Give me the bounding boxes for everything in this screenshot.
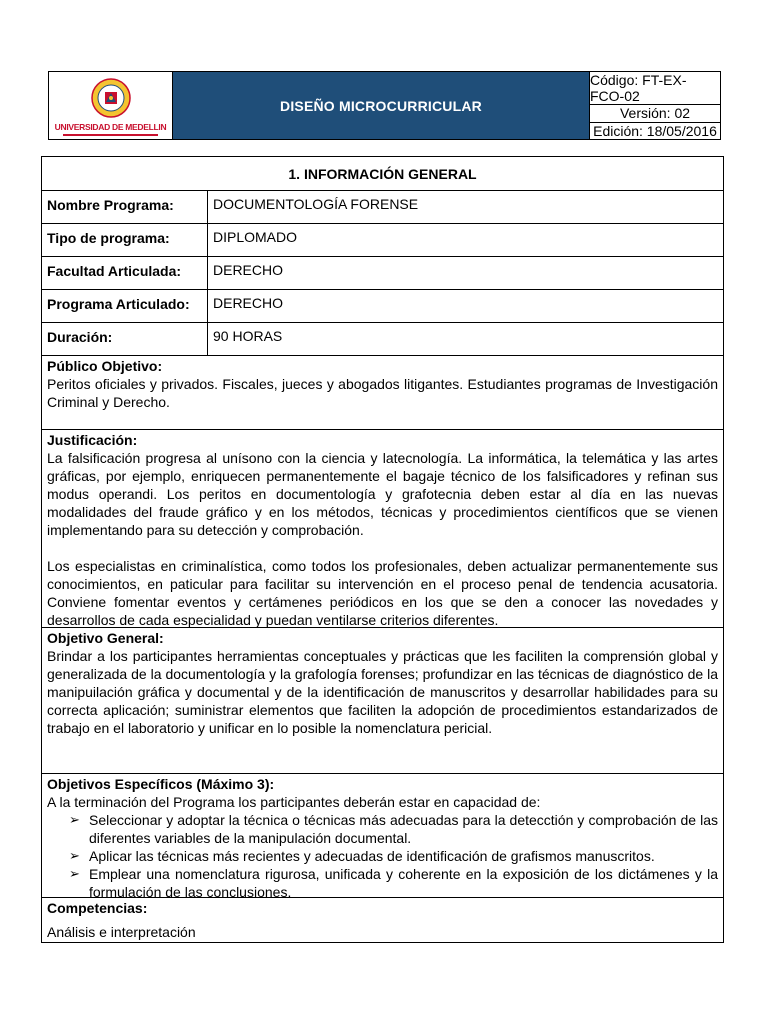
list-item bbox=[69, 847, 718, 865]
arrow-bullet-icon: ➢ bbox=[69, 848, 80, 863]
arrow-bullet-icon: ➢ bbox=[69, 812, 80, 827]
section-text: Análisis e interpretación bbox=[47, 924, 196, 940]
section-intro: A la terminación del Programa los participantes deberán estar en capacidad de: bbox=[47, 794, 541, 810]
section-label: Objetivos Específicos (Máximo 3): bbox=[47, 776, 275, 792]
field-row-tipo-programa bbox=[42, 224, 723, 257]
objectives-list bbox=[47, 811, 718, 901]
field-value: DIPLOMADO bbox=[213, 229, 298, 245]
university-logo bbox=[49, 72, 173, 139]
university-name: UNIVERSIDAD DE MEDELLIN bbox=[54, 122, 167, 132]
document-version: Versión: 02 bbox=[590, 104, 720, 122]
logo-underline bbox=[63, 134, 158, 136]
field-row-duracion bbox=[42, 323, 723, 356]
objetivos-especificos-section bbox=[42, 774, 723, 898]
document-edition: Edición: 18/05/2016 bbox=[590, 122, 720, 140]
section-label: Público Objetivo: bbox=[47, 358, 163, 374]
field-value: DOCUMENTOLOGÍA FORENSE bbox=[213, 196, 419, 212]
field-row-nombre-programa bbox=[42, 191, 723, 224]
field-label: Tipo de programa: bbox=[42, 224, 208, 256]
competencias-section bbox=[42, 898, 723, 942]
section-title: 1. INFORMACIÓN GENERAL bbox=[42, 157, 723, 191]
field-label: Programa Articulado: bbox=[42, 290, 208, 322]
section-label: Competencias: bbox=[47, 900, 148, 916]
justificacion-section bbox=[42, 430, 723, 628]
list-item bbox=[69, 865, 718, 901]
arrow-bullet-icon: ➢ bbox=[69, 866, 80, 881]
field-value: DERECHO bbox=[213, 262, 284, 278]
list-item bbox=[69, 811, 718, 847]
section-label: Justificación: bbox=[47, 432, 138, 448]
list-item-text: Emplear una nomenclatura rigurosa, unificada y coherente en la exposición de los dictámenes y la formulación de las conclusiones. bbox=[89, 866, 718, 900]
document-meta bbox=[590, 72, 720, 139]
list-item-text: Seleccionar y adoptar la técnica o técnicas más adecuadas para la detecctión y comprobación de las diferentes variables de la manipulación documental. bbox=[89, 812, 718, 846]
field-label: Facultad Articulada: bbox=[42, 257, 208, 289]
document-code: Código: FT-EX-FCO-02 bbox=[590, 72, 687, 104]
field-value: DERECHO bbox=[213, 295, 284, 311]
field-label: Duración: bbox=[42, 323, 208, 355]
section-text: Brindar a los participantes herramientas conceptuales y prácticas que les faciliten la comprensión global y generalizada de la documentología y la grafología forenses; profundizar en las técnicas de diagnóstico de la manipuilación gráfica y documental y de la identificación de manuscritos y desarrollar habilidades para su correcta aplicación; suministrar elementos que faciliten la adopción de procedimientos estandarizados de trabajo en el laboratorio y unificar en lo posible la nomenclatura pericial. bbox=[47, 648, 718, 736]
field-row-programa-articulado bbox=[42, 290, 723, 323]
objetivo-general-section bbox=[42, 628, 723, 774]
section-label: Objetivo General: bbox=[47, 630, 164, 646]
section-text: Peritos oficiales y privados. Fiscales, jueces y abogados litigantes. Estudiantes programas de Investigación Criminal y Derecho. bbox=[47, 376, 718, 410]
document-title: DISEÑO MICROCURRICULAR bbox=[173, 72, 590, 139]
general-information-table bbox=[41, 156, 724, 943]
section-paragraph: La falsificación progresa al unísono con la ciencia y latecnología. La informática, la telemática y las artes gráficas, por ejemplo, enriquecen permanentemente el bagaje técnico de los falsificadores y refinan sus modus operandi. Los peritos en documentología y grafotecnia deben estar al día en las nuevas modalidades del fraude gráfico y en los métodos, técnicas y procedimientos científicos que se vienen implementando para su detección y comprobación. bbox=[47, 450, 718, 538]
section-paragraph: Los especialistas en criminalística, como todos los profesionales, deben actualizar permanentemente sus conocimientos, en paticular para facilitar su intervención en el proceso penal de tendencia acusatoria. Conviene fomentar eventos y certámenes periódicos en los que se den a conocer las novedades y desarrollos de cada especialidad y puedan ventilarse criterios diferentes. bbox=[47, 558, 718, 628]
publico-objetivo-section bbox=[42, 356, 723, 430]
document-header bbox=[48, 71, 721, 140]
field-row-facultad-articulada bbox=[42, 257, 723, 290]
field-value: 90 HORAS bbox=[213, 328, 283, 344]
university-seal-icon bbox=[91, 78, 131, 118]
field-label: Nombre Programa: bbox=[42, 191, 208, 223]
list-item-text: Aplicar las técnicas más recientes y adecuadas de identificación de grafismos manuscritos. bbox=[89, 848, 655, 864]
